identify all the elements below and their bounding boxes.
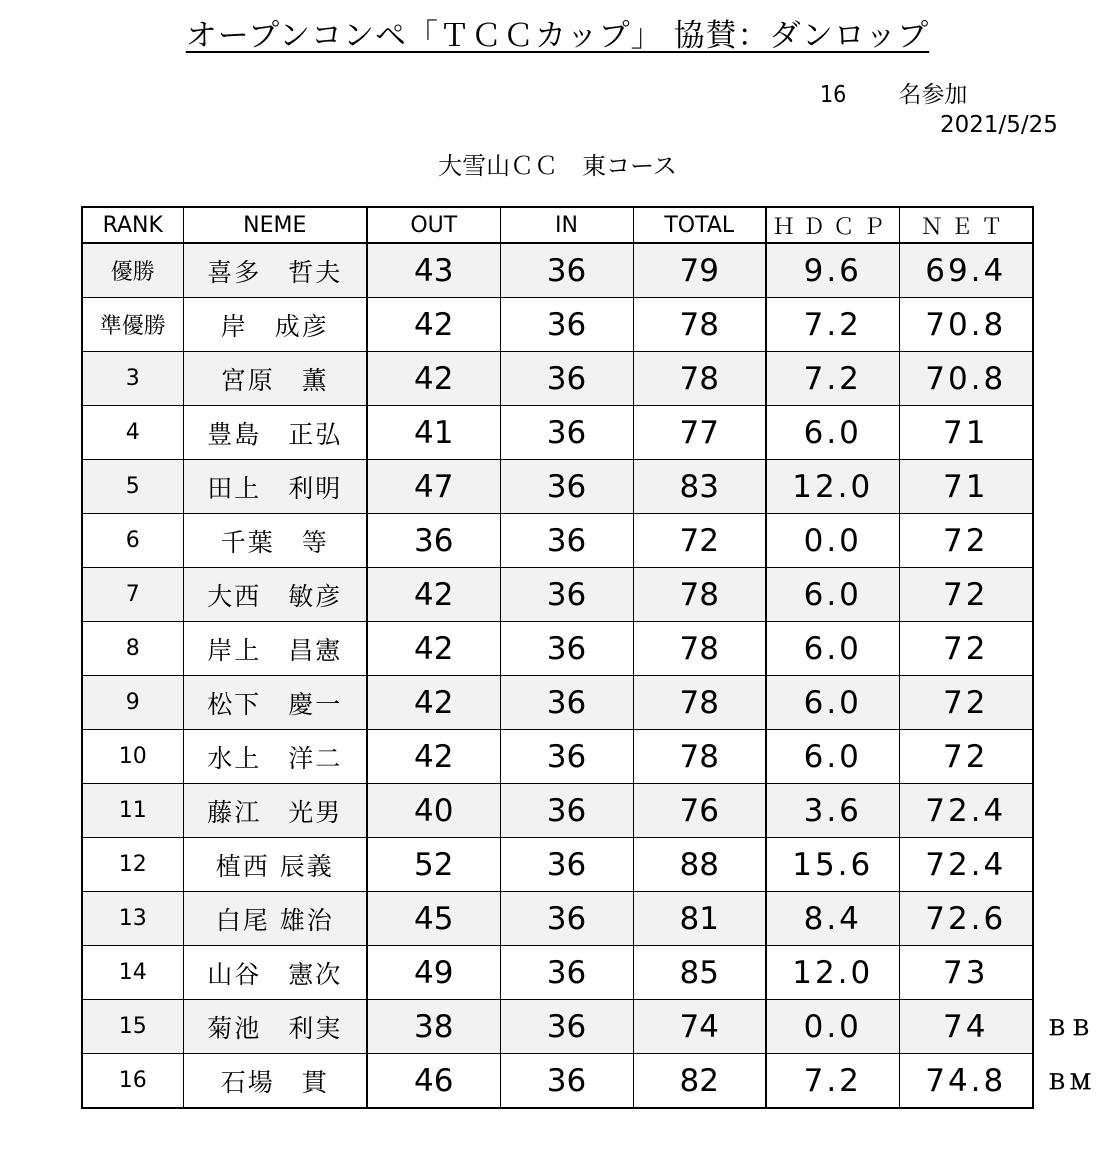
cell-name: 水上 洋二 [183,730,367,784]
table-row [82,838,1033,892]
cell-name: 豊島 正弘 [183,406,367,460]
participant-label: 名参加 [898,82,968,108]
cell-out: 45 [367,892,500,946]
cell-net: 74 [899,1000,1033,1054]
cell-net: 71 [899,460,1033,514]
participant-number: 16 [820,82,847,108]
table-row [82,406,1033,460]
cell-in: 36 [500,622,633,676]
table-row [82,352,1033,406]
cell-rank: 8 [82,622,183,676]
cell-name: 松下 慶一 [183,676,367,730]
cell-hdcp: 8.4 [766,892,899,946]
cell-net: 71 [899,406,1033,460]
header-total: TOTAL [633,207,766,243]
cell-in: 36 [500,784,633,838]
cell-out: 42 [367,298,500,352]
cell-name: 千葉 等 [183,514,367,568]
title-text: オープンコンペ「ＴＣＣカップ」 協賛：ダンロップ [185,18,930,54]
cell-hdcp: 0.0 [766,1000,899,1054]
cell-name: 岸上 昌憲 [183,622,367,676]
cell-total: 76 [633,784,766,838]
cell-out: 47 [367,460,500,514]
cell-rank: 9 [82,676,183,730]
cell-total: 78 [633,730,766,784]
cell-net: 70.8 [899,298,1033,352]
header-net: ＮＥＴ [899,207,1033,243]
table-row [82,892,1033,946]
cell-hdcp: 6.0 [766,676,899,730]
cell-hdcp: 6.0 [766,406,899,460]
cell-hdcp: 0.0 [766,514,899,568]
cell-rank: 7 [82,568,183,622]
cell-hdcp: 6.0 [766,730,899,784]
results-table [81,206,1034,1109]
header-hdcp: ＨＤＣＰ [766,207,899,243]
table-row [82,946,1033,1000]
table-row [82,514,1033,568]
cell-total: 85 [633,946,766,1000]
cell-rank: 5 [82,460,183,514]
cell-out: 52 [367,838,500,892]
cell-total: 78 [633,568,766,622]
cell-rank: 3 [82,352,183,406]
cell-total: 81 [633,892,766,946]
cell-name: 田上 利明 [183,460,367,514]
cell-name: 岸 成彦 [183,298,367,352]
cell-in: 36 [500,243,633,298]
cell-in: 36 [500,676,633,730]
table-row [82,784,1033,838]
cell-in: 36 [500,568,633,622]
cell-rank: 10 [82,730,183,784]
cell-total: 72 [633,514,766,568]
cell-name: 喜多 哲夫 [183,243,367,298]
cell-hdcp: 9.6 [766,243,899,298]
table-row [82,1000,1033,1054]
table-row [82,622,1033,676]
cell-rank: 準優勝 [82,298,183,352]
cell-net: 72 [899,514,1033,568]
cell-rank: 優勝 [82,243,183,298]
table-row [82,460,1033,514]
cell-net: 69.4 [899,243,1033,298]
cell-rank: 12 [82,838,183,892]
cell-net: 72.6 [899,892,1033,946]
cell-total: 78 [633,352,766,406]
cell-in: 36 [500,892,633,946]
cell-hdcp: 7.2 [766,352,899,406]
cell-in: 36 [500,1000,633,1054]
table-row [82,568,1033,622]
cell-hdcp: 12.0 [766,946,899,1000]
cell-net: 72.4 [899,838,1033,892]
cell-rank: 16 [82,1054,183,1109]
cell-rank: 4 [82,406,183,460]
cell-hdcp: 15.6 [766,838,899,892]
cell-hdcp: 3.6 [766,784,899,838]
cell-total: 78 [633,298,766,352]
table-row [82,243,1033,298]
header-out: OUT [367,207,500,243]
cell-total: 83 [633,460,766,514]
cell-name: 藤江 光男 [183,784,367,838]
cell-name: 菊池 利実 [183,1000,367,1054]
cell-out: 43 [367,243,500,298]
cell-in: 36 [500,730,633,784]
cell-hdcp: 7.2 [766,1054,899,1109]
cell-rank: 13 [82,892,183,946]
table-row [82,676,1033,730]
cell-out: 42 [367,676,500,730]
cell-in: 36 [500,406,633,460]
cell-total: 77 [633,406,766,460]
cell-total: 82 [633,1054,766,1109]
cell-hdcp: 6.0 [766,622,899,676]
cell-total: 74 [633,1000,766,1054]
table-row [82,298,1033,352]
cell-name: 石場 貫 [183,1054,367,1109]
table-row [82,730,1033,784]
cell-in: 36 [500,1054,633,1109]
cell-out: 42 [367,730,500,784]
row-note: ＢＢ [1046,1016,1094,1040]
row-note: ＢＭ [1046,1070,1094,1094]
header-name: NEME [183,207,367,243]
event-date: 2021/5/25 [940,112,1058,138]
table-row [82,1054,1033,1109]
page-title [0,14,1115,58]
participant-count [820,76,967,109]
header-row [82,207,1033,243]
cell-out: 46 [367,1054,500,1109]
cell-net: 73 [899,946,1033,1000]
cell-net: 72.4 [899,784,1033,838]
cell-net: 72 [899,622,1033,676]
cell-out: 40 [367,784,500,838]
cell-in: 36 [500,460,633,514]
cell-net: 74.8 [899,1054,1033,1109]
cell-total: 78 [633,676,766,730]
cell-rank: 11 [82,784,183,838]
cell-name: 植西 辰義 [183,838,367,892]
cell-in: 36 [500,514,633,568]
cell-name: 山谷 憲次 [183,946,367,1000]
cell-name: 白尾 雄治 [183,892,367,946]
cell-hdcp: 7.2 [766,298,899,352]
cell-total: 88 [633,838,766,892]
cell-out: 36 [367,514,500,568]
header-in: IN [500,207,633,243]
cell-total: 78 [633,622,766,676]
cell-hdcp: 12.0 [766,460,899,514]
cell-net: 70.8 [899,352,1033,406]
cell-in: 36 [500,946,633,1000]
cell-out: 49 [367,946,500,1000]
cell-rank: 14 [82,946,183,1000]
cell-net: 72 [899,730,1033,784]
cell-out: 42 [367,352,500,406]
course-name: 大雪山ＣＣ 東コース [438,152,677,180]
cell-out: 42 [367,622,500,676]
cell-rank: 15 [82,1000,183,1054]
cell-out: 38 [367,1000,500,1054]
cell-name: 大西 敏彦 [183,568,367,622]
cell-net: 72 [899,676,1033,730]
cell-rank: 6 [82,514,183,568]
cell-total: 79 [633,243,766,298]
cell-net: 72 [899,568,1033,622]
cell-in: 36 [500,352,633,406]
cell-out: 42 [367,568,500,622]
cell-in: 36 [500,298,633,352]
cell-name: 宮原 薫 [183,352,367,406]
cell-in: 36 [500,838,633,892]
cell-out: 41 [367,406,500,460]
header-rank: RANK [82,207,183,243]
cell-hdcp: 6.0 [766,568,899,622]
